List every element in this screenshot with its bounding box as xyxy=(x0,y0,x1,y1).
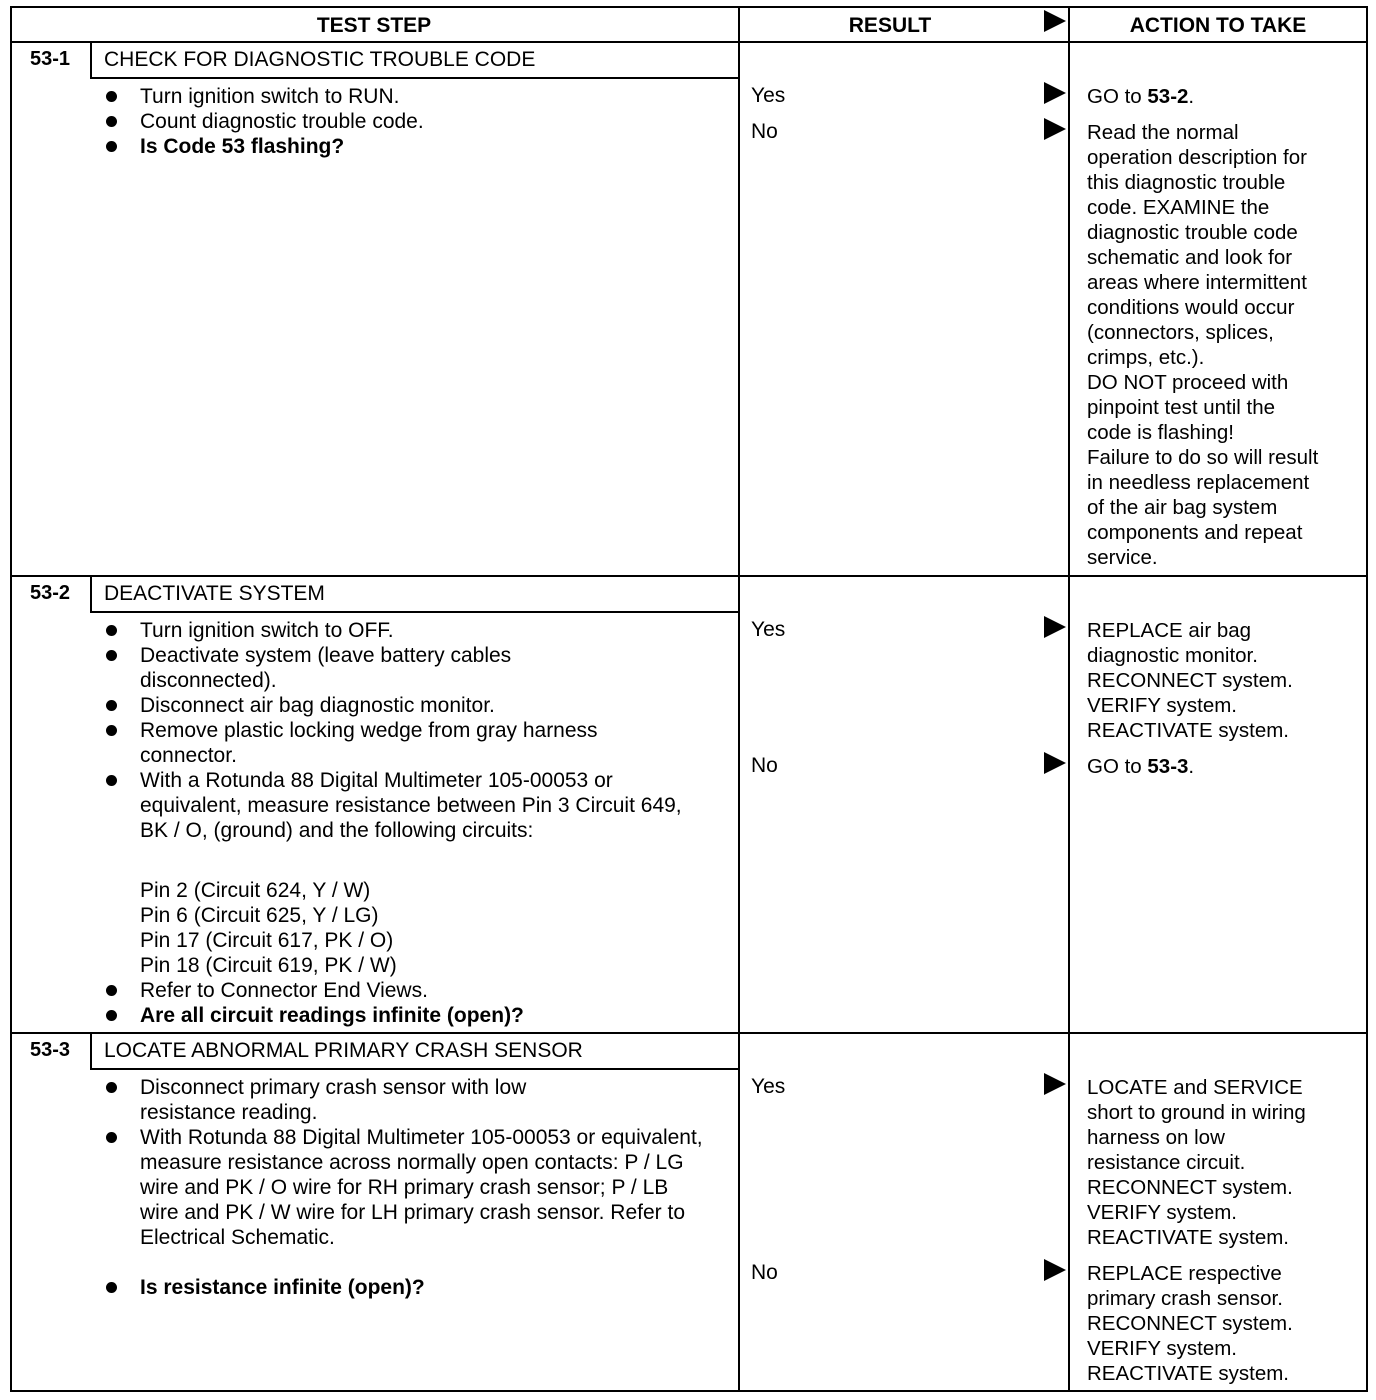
result-yes: Yes xyxy=(751,1075,786,1098)
border-top xyxy=(10,6,1368,8)
pin-item: Pin 2 (Circuit 624, Y / W) xyxy=(140,879,371,902)
pin-item: Pin 18 (Circuit 619, PK / W) xyxy=(140,954,397,977)
border-left xyxy=(10,6,12,1392)
step-number-divider xyxy=(90,42,92,78)
action-text: REPLACE respective primary crash sensor. RECONNECT system. VERIFY system. REACTIVATE system. xyxy=(1087,1262,1293,1385)
pin-item: Pin 6 (Circuit 625, Y / LG) xyxy=(140,904,379,927)
result-arrow-icon xyxy=(1044,1259,1066,1281)
pin-item: Pin 17 (Circuit 617, PK / O) xyxy=(140,929,394,952)
header-result: RESULT xyxy=(848,14,932,37)
step-number: 53-1 xyxy=(29,48,71,70)
bullet-icon xyxy=(106,1282,117,1293)
bullet-icon xyxy=(106,775,117,786)
result-yes: Yes xyxy=(751,618,786,641)
header-rule xyxy=(10,41,1368,43)
result-arrow-icon xyxy=(1044,118,1066,140)
row-rule xyxy=(10,575,1368,577)
step-number-divider xyxy=(90,1033,92,1069)
bullet-icon xyxy=(106,1132,117,1143)
border-bottom xyxy=(10,1390,1368,1392)
bullet-icon xyxy=(106,985,117,996)
row-rule xyxy=(10,1032,1368,1034)
step-item: Turn ignition switch to RUN. xyxy=(140,85,400,108)
bullet-icon xyxy=(106,91,117,102)
step-item: Disconnect primary crash sensor with low resistance reading. xyxy=(140,1076,527,1124)
step-title: DEACTIVATE SYSTEM xyxy=(104,582,325,605)
step-title: LOCATE ABNORMAL PRIMARY CRASH SENSOR xyxy=(104,1039,583,1062)
step-title: CHECK FOR DIAGNOSTIC TROUBLE CODE xyxy=(104,48,536,71)
result-arrow-icon xyxy=(1044,1073,1066,1095)
bullet-icon xyxy=(106,650,117,661)
step-question: Is Code 53 flashing? xyxy=(140,135,345,158)
header-arrow-icon xyxy=(1044,10,1066,32)
step-title-rule xyxy=(90,1068,740,1070)
action-text: GO to 53-2. xyxy=(1087,85,1195,108)
step-item: Refer to Connector End Views. xyxy=(140,979,428,1002)
step-title-rule xyxy=(90,611,740,613)
divider-action xyxy=(1068,6,1070,1392)
bullet-icon xyxy=(106,141,117,152)
action-text: GO to 53-3. xyxy=(1087,755,1195,778)
header-test-step: TEST STEP xyxy=(316,14,432,37)
bullet-icon xyxy=(106,1010,117,1021)
result-arrow-icon xyxy=(1044,82,1066,104)
result-arrow-icon xyxy=(1044,752,1066,774)
action-text: Read the normal operation description for this diagnostic trouble code. EXAMINE the diagnostic trouble code schematic and look for areas where intermittent conditions would occur (connectors, splices, crimps, etc.). DO NOT proceed with pinpoint test until the code is flashing! Failure to do so will result in needless replacement of the air bag system components and repeat service. xyxy=(1087,121,1319,569)
step-number-divider xyxy=(90,576,92,612)
step-item: Deactivate system (leave battery cables disconnected). xyxy=(140,644,512,692)
bullet-icon xyxy=(106,1082,117,1093)
step-item: Disconnect air bag diagnostic monitor. xyxy=(140,694,495,717)
bullet-icon xyxy=(106,700,117,711)
result-no: No xyxy=(751,1261,778,1284)
header-action: ACTION TO TAKE xyxy=(1129,14,1307,37)
action-text: LOCATE and SERVICE short to ground in wiring harness on low resistance circuit. RECONNECT system. VERIFY system. REACTIVATE system. xyxy=(1087,1076,1306,1249)
step-number: 53-2 xyxy=(29,582,71,604)
action-text: REPLACE air bag diagnostic monitor. RECONNECT system. VERIFY system. REACTIVATE system. xyxy=(1087,619,1293,742)
pin-list xyxy=(140,878,700,978)
step-question: Is resistance infinite (open)? xyxy=(140,1276,425,1299)
result-no: No xyxy=(751,754,778,777)
step-number: 53-3 xyxy=(29,1039,71,1061)
divider-result xyxy=(738,6,740,1392)
border-right xyxy=(1366,6,1368,1392)
bullet-icon xyxy=(106,116,117,127)
result-yes: Yes xyxy=(751,84,786,107)
bullet-icon xyxy=(106,725,117,736)
step-question: Are all circuit readings infinite (open)? xyxy=(140,1004,524,1027)
step-item: Count diagnostic trouble code. xyxy=(140,110,424,133)
step-item: Turn ignition switch to OFF. xyxy=(140,619,394,642)
step-item: Remove plastic locking wedge from gray harness connector. xyxy=(140,719,598,767)
diagnostic-table xyxy=(10,6,1368,1392)
bullet-icon xyxy=(106,625,117,636)
step-title-rule xyxy=(90,77,740,79)
result-no: No xyxy=(751,120,778,143)
result-arrow-icon xyxy=(1044,616,1066,638)
step-item: With a Rotunda 88 Digital Multimeter 105-00053 or equivalent, measure resistance between Pin 3 Circuit 649, BK / O, (ground) and the following circuits: xyxy=(140,769,682,842)
step-item: With Rotunda 88 Digital Multimeter 105-00053 or equivalent, measure resistance across normally open contacts: P / LG wire and PK / O wire for RH primary crash sensor; P / LB wire and PK / W wire for LH primary crash sensor. Refer to Electrical Schematic. xyxy=(140,1126,703,1249)
